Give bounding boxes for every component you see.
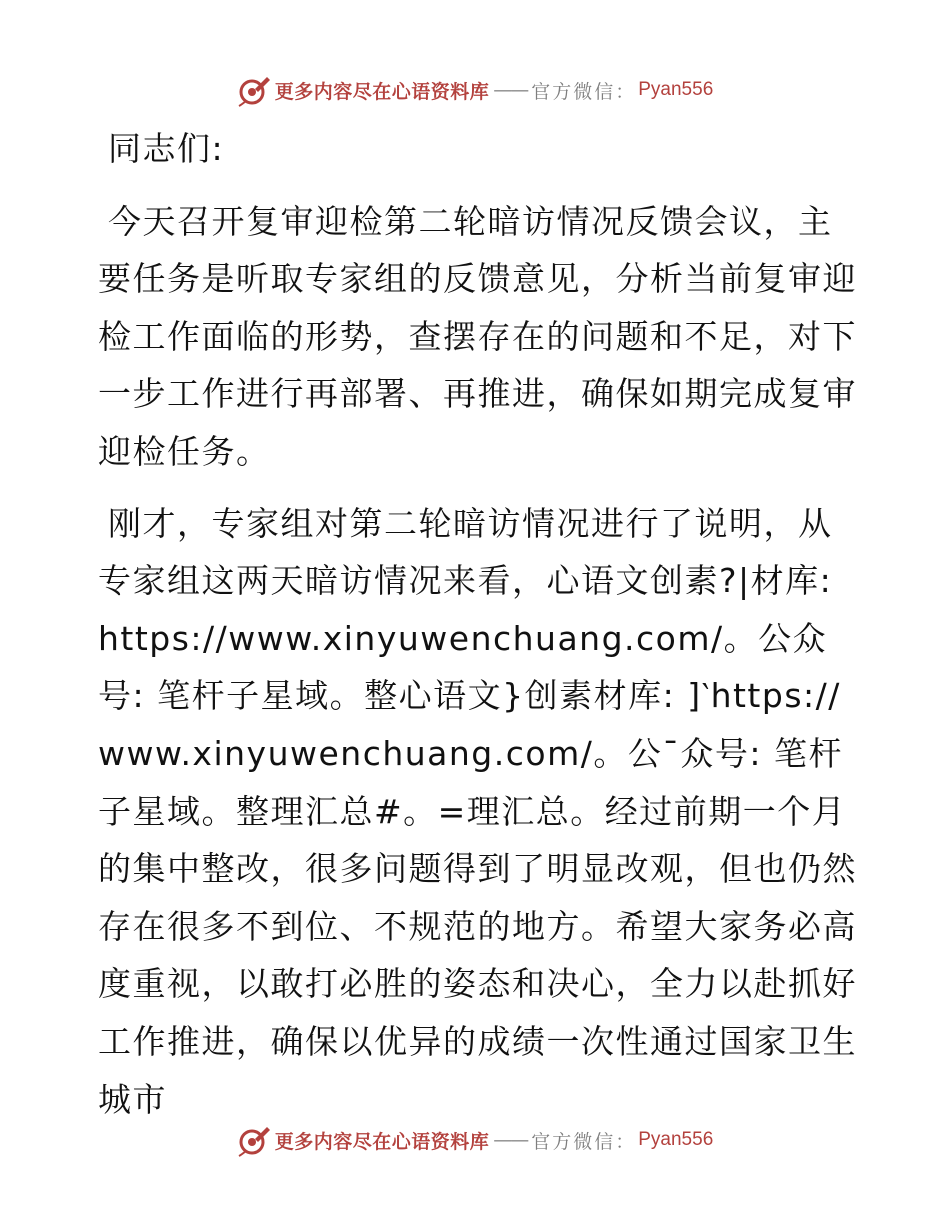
footer-brand-text: 更多内容尽在心语资料库: [274, 1130, 490, 1153]
banner-wechat-id: Pyan556: [638, 79, 714, 100]
footer-official-label: 官方微信：: [531, 1130, 637, 1153]
footer-wechat-id: Pyan556: [638, 1129, 714, 1150]
banner-official-label: 官方微信：: [531, 80, 637, 103]
banner-dash: ——: [493, 79, 528, 101]
greeting: 同志们:: [108, 129, 225, 168]
header-banner: [0, 70, 950, 110]
footer-banner: [0, 1120, 950, 1160]
banner-brand-text: 更多内容尽在心语资料库: [274, 80, 490, 103]
document-body: [98, 120, 858, 1128]
footer-dash: ——: [493, 1129, 528, 1151]
pen-logo-icon: [237, 73, 271, 107]
pen-logo-icon: [237, 1123, 271, 1157]
paragraph-1: 今天召开复审迎检第二轮暗访情况反馈会议，主要任务是听取专家组的反馈意见，分析当前复审迎检工作面临的形势，查摆存在的问题和不足，对下一步工作进行再部署、再推进，确保如期完成复审迎检任务。: [98, 201, 857, 471]
paragraph-2: 刚才，专家组对第二轮暗访情况进行了说明，从专家组这两天暗访情况来看，心语文创素?|材库: https://www.xinyuwenchuang.com/。公众号: 笔杆子星域。整心语文}创素材库: ]‵https:// www.xinyuwenchuang.com/。公¯众号: 笔杆子星域。整理汇总#。=理汇总。经过前期一个月的集中整改，很多问题得到了明显改观，但也仍然存在很多不到位、不规范的地方。希望大家务必高度重视，以敢打必胜的姿态和决心，全力以赴抓好工作推进，确保以优异的成绩一次性通过国家卫生城市: [98, 503, 857, 1119]
